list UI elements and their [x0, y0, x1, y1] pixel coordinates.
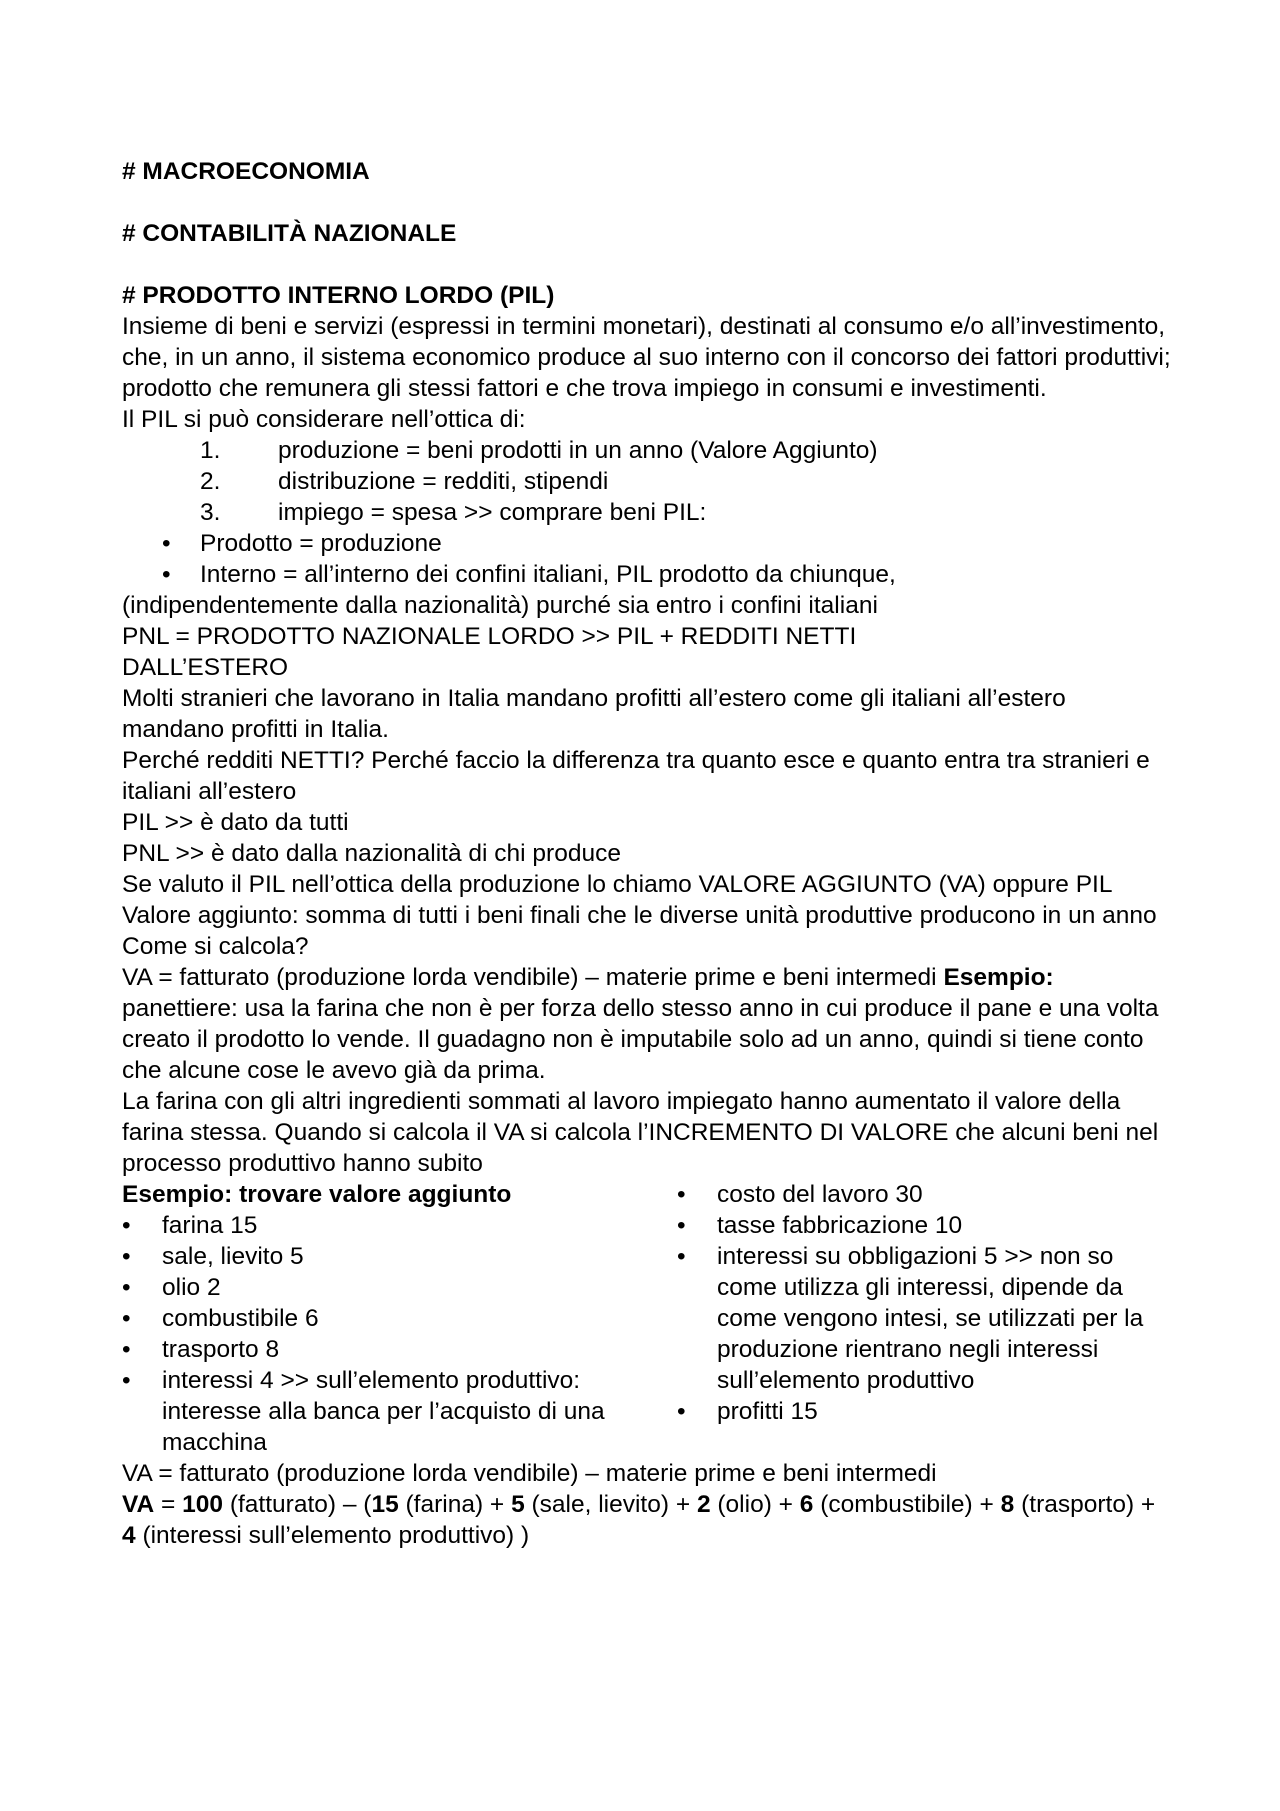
indip-line: (indipendentemente dalla nazionalità) purché sia entro i confini italiani	[122, 592, 878, 619]
list-item	[677, 1179, 1172, 1210]
list-item	[122, 1303, 677, 1334]
bullet-icon: •	[122, 1336, 131, 1363]
calc-text: (fatturato) – (	[223, 1491, 372, 1518]
list-item	[122, 1334, 677, 1365]
item-text: tasse fabbricazione 10	[717, 1212, 963, 1239]
bullet-icon: •	[677, 1243, 686, 1270]
item-text: produzione = beni prodotti in un anno (Valore Aggiunto)	[278, 437, 878, 464]
item-text: trasporto 8	[162, 1336, 280, 1363]
list-item	[122, 559, 1172, 590]
item-text: interessi 4 >> sull’elemento produttivo: interesse alla banca per l’acquisto di una macchina	[162, 1367, 605, 1456]
item-text: Prodotto = produzione	[200, 530, 442, 557]
pil-dato-line: PIL >> è dato da tutti	[122, 809, 349, 836]
va-definition: Valore aggiunto: somma di tutti i beni finali che le diverse unità produttive producono in un anno	[122, 902, 1157, 929]
list-item	[677, 1241, 1172, 1396]
calc-text: (farina) +	[398, 1491, 512, 1518]
va-calculation	[122, 1489, 1172, 1551]
pnl-line-1: PNL = PRODOTTO NAZIONALE LORDO >> PIL + REDDITI NETTI	[122, 623, 857, 650]
item-number: 3.	[200, 499, 221, 526]
valuto-paragraph: Se valuto il PIL nell’ottica della produzione lo chiamo VALORE AGGIUNTO (VA) oppure PIL	[122, 871, 1113, 898]
heading-pil: # PRODOTTO INTERNO LORDO (PIL)	[122, 282, 555, 309]
calc-value: 6	[799, 1491, 814, 1518]
calc-value: 15	[371, 1491, 399, 1518]
list-item	[122, 1272, 677, 1303]
calc-text: =	[154, 1491, 183, 1518]
item-text: interessi su obbligazioni 5 >> non so come utilizza gli interessi, dipende da come vengono intesi, se utilizzati per la produzione rientrano negli interessi sull’elemento produttivo	[717, 1243, 1144, 1394]
calc-value: 100	[182, 1491, 224, 1518]
calc-value: 5	[511, 1491, 525, 1518]
calc-value: 8	[1000, 1491, 1015, 1518]
list-item	[677, 1210, 1172, 1241]
heading-contabilita: # CONTABILITÀ NAZIONALE	[122, 220, 457, 247]
item-text: impiego = spesa >> comprare beni PIL:	[278, 499, 707, 526]
bullet-icon: •	[122, 1367, 131, 1394]
bullet-icon: •	[122, 1274, 131, 1301]
va-formula-repeat: VA = fatturato (produzione lorda vendibile) – materie prime e beni intermedi	[122, 1460, 937, 1487]
bullet-icon: •	[122, 1243, 131, 1270]
list-item	[122, 528, 1172, 559]
example-title: Esempio: trovare valore aggiunto	[122, 1181, 512, 1208]
va-formula-text: VA = fatturato (produzione lorda vendibile) – materie prime e beni intermedi	[122, 964, 937, 991]
item-text: costo del lavoro 30	[717, 1181, 923, 1208]
bullet-icon: •	[677, 1181, 686, 1208]
calc-text: (sale, lievito) +	[524, 1491, 697, 1518]
calc-text: (interessi sull’elemento produttivo) )	[135, 1522, 530, 1549]
stranieri-paragraph: Molti stranieri che lavorano in Italia mandano profitti all’estero come gli italiani all’estero mandano profitti in Italia.	[122, 685, 1066, 743]
numbered-list	[122, 435, 1172, 528]
perche-paragraph: Perché redditi NETTI? Perché faccio la differenza tra quanto esce e quanto entra tra stranieri e italiani all’estero	[122, 747, 1150, 805]
come-line: Come si calcola?	[122, 933, 309, 960]
list-item	[122, 1241, 677, 1272]
list-item	[122, 466, 1172, 497]
va-formula-line	[122, 962, 1172, 993]
item-text: olio 2	[162, 1274, 221, 1301]
calc-text: (olio) +	[710, 1491, 800, 1518]
bullet-icon: •	[677, 1212, 686, 1239]
intro-paragraph: Insieme di beni e servizi (espressi in termini monetari), destinati al consumo e/o all’investimento, che, in un anno, il sistema economico produce al suo interno con il concorso dei fattori produttivi; prodotto che remunera gli stessi fattori e che trova impiego in consumi e investimenti.	[122, 313, 1171, 402]
bullet-icon: •	[162, 530, 171, 557]
bullet-icon: •	[162, 561, 171, 588]
example-columns	[122, 1179, 1172, 1458]
pnl-line-2: DALL’ESTERO	[122, 654, 289, 681]
list-item	[122, 1210, 677, 1241]
bullet-icon: •	[122, 1305, 131, 1332]
list-item	[122, 435, 1172, 466]
calc-va: VA	[122, 1491, 155, 1518]
bullet-icon: •	[677, 1398, 686, 1425]
bullet-icon: •	[122, 1212, 131, 1239]
document-page	[122, 156, 1172, 1551]
item-number: 1.	[200, 437, 221, 464]
left-column	[122, 1179, 677, 1458]
heading-macroeconomia: # MACROECONOMIA	[122, 158, 370, 185]
item-text: farina 15	[162, 1212, 258, 1239]
list-item	[122, 1365, 677, 1458]
item-text: combustibile 6	[162, 1305, 319, 1332]
pnl-dato-line: PNL >> è dato dalla nazionalità di chi produce	[122, 840, 621, 867]
calc-text: (trasporto) +	[1014, 1491, 1156, 1518]
item-text: Interno = all’interno dei confini italiani, PIL prodotto da chiunque,	[200, 561, 896, 588]
item-number: 2.	[200, 468, 221, 495]
calc-text: (combustibile) +	[813, 1491, 1001, 1518]
calc-value: 4	[122, 1522, 136, 1549]
calc-value: 2	[696, 1491, 711, 1518]
list-item	[122, 497, 1172, 528]
esempio-label: Esempio:	[943, 964, 1054, 991]
ottica-line: Il PIL si può considerare nell’ottica di:	[122, 406, 526, 433]
item-text: profitti 15	[717, 1398, 818, 1425]
panettiere-paragraph: panettiere: usa la farina che non è per forza dello stesso anno in cui produce il pane e una volta creato il prodotto lo vende. Il guadagno non è imputabile solo ad un anno, quindi si tiene conto che alcune cose le avevo già da prima.	[122, 995, 1159, 1084]
item-text: sale, lievito 5	[162, 1243, 304, 1270]
farina-paragraph: La farina con gli altri ingredienti sommati al lavoro impiegato hanno aumentato il valore della farina stessa. Quando si calcola il VA si calcola l’INCREMENTO DI VALORE che alcuni beni nel processo produttivo hanno subito	[122, 1088, 1159, 1177]
list-item	[677, 1396, 1172, 1427]
right-column	[677, 1179, 1172, 1458]
bullet-list	[122, 528, 1172, 590]
item-text: distribuzione = redditi, stipendi	[278, 468, 609, 495]
